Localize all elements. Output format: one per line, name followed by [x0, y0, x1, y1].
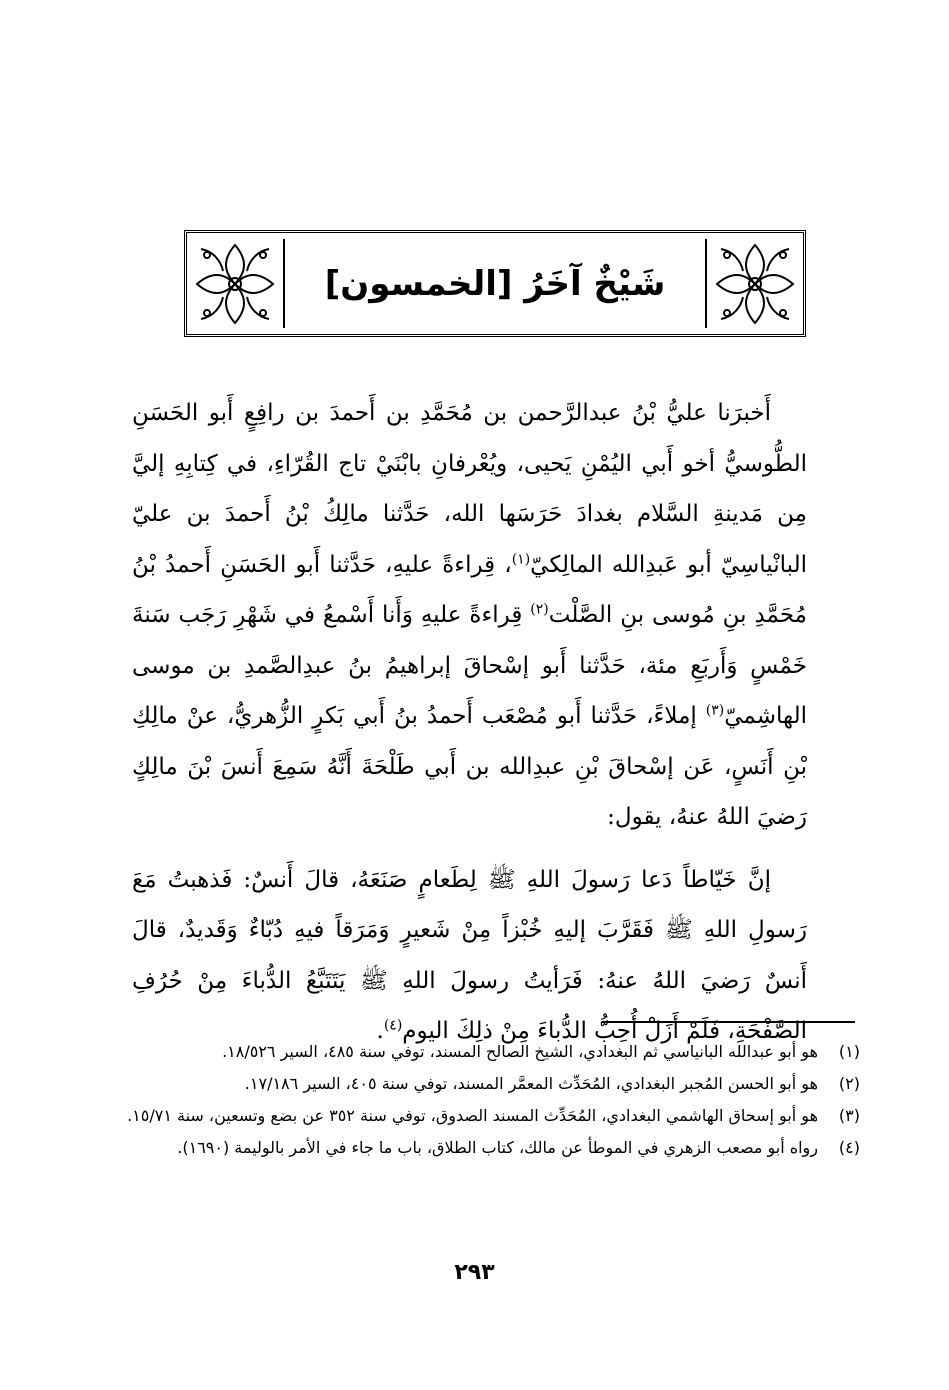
chapter-title: شَيْخٌ آخَرُ [الخمسون] — [324, 263, 666, 304]
footnote-number: (٢) — [838, 1074, 860, 1093]
footnote-ref[interactable]: (٤) — [383, 1017, 403, 1034]
footnote-text: هو أبو إسحاق الهاشمي البغدادي، المُحَدِّث المسند الصدوق، توفي سنة ٣٥٢ عن بضع وتسعين، سنة ١٥/٧١. — [127, 1106, 818, 1125]
footnote-text: هو أبو الحسن المُجبر البغدادي، المُحَدِّث المعمَّر المسند، توفي سنة ٤٠٥، السير ١٧/١٨٦. — [244, 1074, 818, 1093]
text-segment: ، قِراءةً عليهِ، حَدَّثنا أَبو الحَسَنِ أَحمدُ بْنُ مُحَمَّدِ بنِ مُوسى بنِ الصَّلْت — [132, 551, 807, 628]
text-segment: إملاءً، حَدَّثنا أَبو مُصْعَب أَحمدُ بنُ أَبي بَكرٍ الزُّهريُّ، عنْ مالِكِ بْنِ أَنَسٍ، عَن إسْحاقَ بْنِ عبدِالله بن أَبي طَلْحَةَ أَنَّهُ سَمِعَ أَنسَ بْنَ مالِكٍ رَضيَ اللهُ عنهُ، يقول: — [132, 703, 807, 830]
text-segment: إنَّ خَيّاطاً دَعا رَسولَ اللهِ ﷺ لِطَعامٍ صَنَعَهُ، قالَ أَنسٌ: فَذهبتُ مَعَ رَسولِ اللهِ ﷺ فَقَرَّبَ إليهِ خُبْزاً مِنْ شَعيرٍ وَمَرَقاً فيهِ دُبّاءٌ وَقَديدٌ، قالَ أَنسٌ رَضيَ اللهُ عنهُ: فَرَأيتُ رسولَ اللهِ ﷺ يَتَتَبَّعُ الدُّباءَ مِنْ حُرُفِ الصَّفْحَةِ، فَلَمْ أَزَلْ أُحِبُّ الدُّباءَ مِنْ ذلِكَ اليوم — [132, 866, 807, 1044]
title-frame — [184, 230, 806, 337]
title-panel — [283, 239, 707, 328]
footnote-ref[interactable]: (١) — [511, 550, 531, 567]
footnote-divider — [602, 1021, 855, 1023]
text-segment: قِراءةً عليهِ وَأَنا أَسْمعُ في شَهْرِ رَجَب سَنةَ خَمْسٍ وَأَربَعِ مئة، حَدَّثنا أَبو إسْحاقَ إبراهيمُ بنُ عبدِالصَّمدِ بن موسى الهاشِميّ — [132, 602, 807, 729]
floral-ornament-icon — [193, 241, 277, 327]
footnote-ref[interactable]: (٣) — [705, 702, 725, 719]
footnote-item — [125, 1100, 860, 1132]
text-segment: أَخبرَنا عليُّ بْنُ عبدالرَّحمن بن مُحَمَّدِ بن أَحمدَ بن رافِعٍ أَبو الحَسَنِ الطُّوسيُّ أخو أَبي اليُمْنِ يَحيى، ويُعْرفانِ بابْنَيْ تاج القُرّاءِ، في كِتابِهِ إليَّ مِن مَدينةِ السَّلام بغدادَ حَرَسَها الله، حَدَّثنا مالِكُ بْنُ أَحمدَ بن عليّ البانْياسِيّ أبو عَبدِالله المالِكيّ — [132, 400, 807, 578]
text-segment: . — [376, 1018, 384, 1044]
footnote-ref[interactable]: (٢) — [530, 601, 549, 618]
footnote-item — [125, 1132, 860, 1164]
footnote-number: (١) — [838, 1042, 860, 1061]
footnote-number: (٤) — [838, 1138, 860, 1157]
footnotes — [125, 1036, 860, 1164]
main-text — [132, 388, 807, 1057]
footnote-number: (٣) — [838, 1106, 860, 1125]
footnote-item — [125, 1068, 860, 1100]
footnote-item — [125, 1036, 860, 1068]
floral-ornament-icon — [713, 241, 797, 327]
page-number: ٢٩٣ — [454, 1260, 495, 1285]
paragraph-matn — [132, 855, 807, 1057]
paragraph-isnad — [132, 388, 807, 843]
footnote-text: هو أبو عبدالله البانياسي ثم البغدادي، الشيخ الصالح المسند، توفي سنة ٤٨٥، السير ١٨/٥٢٦. — [222, 1042, 818, 1061]
footnote-text: رواه أبو مصعب الزهري في الموطأ عن مالك، كتاب الطلاق، باب ما جاء في الأمر بالوليمة (١٦٩٠). — [177, 1138, 818, 1157]
